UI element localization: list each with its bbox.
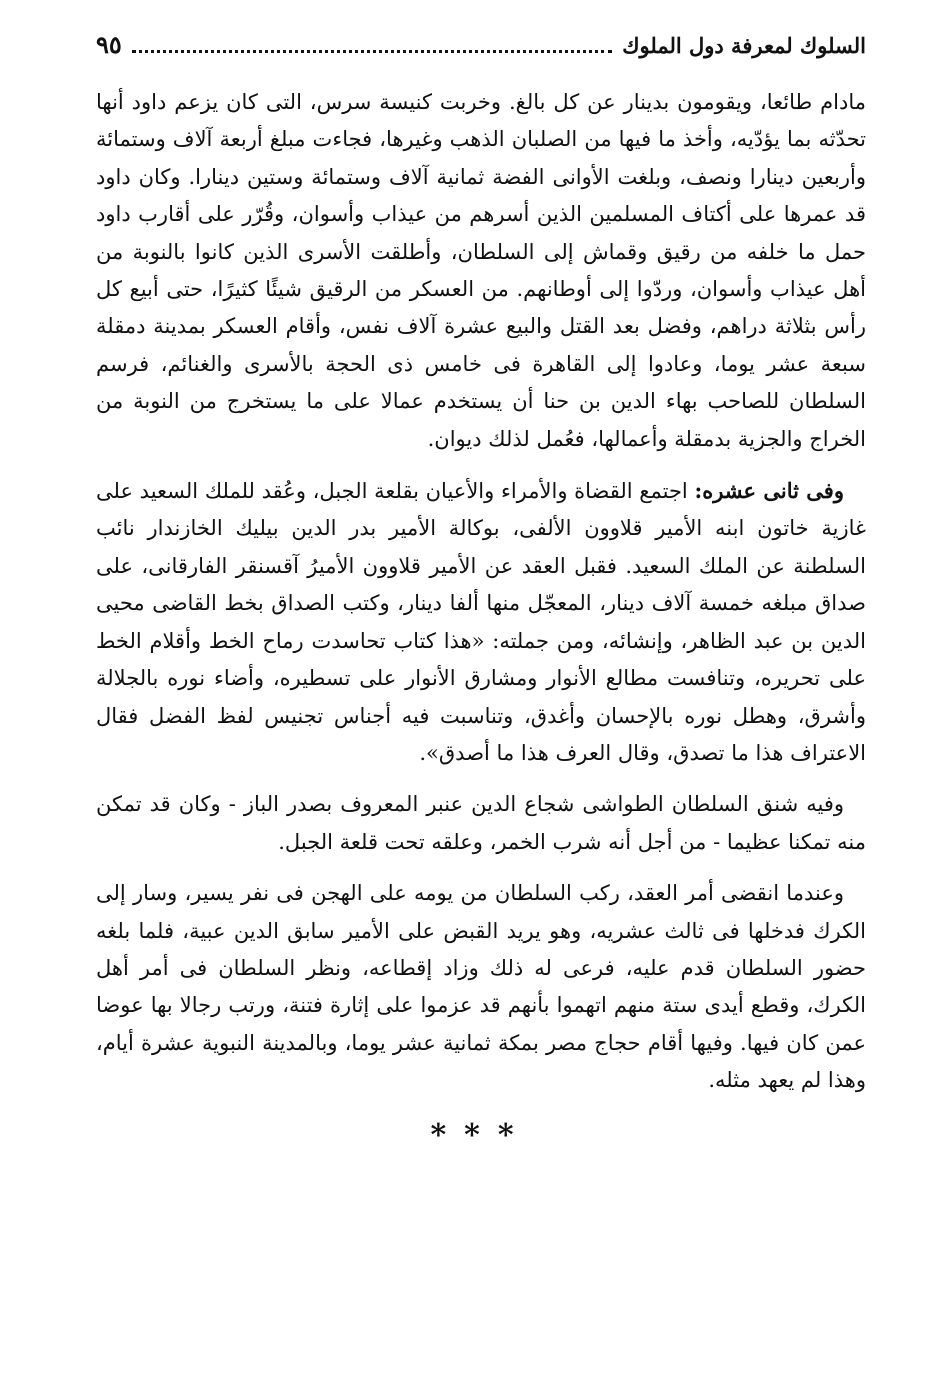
paragraph-text: اجتمع القضاة والأمراء والأعيان بقلعة الجبل، وعُقد للملك السعيد على غازية خاتون ابنه الأمير قلاوون الألفى، بوكالة الأمير بدر الدين بيليك الخازندار نائب السلطنة عن الملك السعيد. فقبل العقد عن الأمير قلاوون الأميرُ آقسنقر الفارقانى، على صداق مبلغه خمسة آلاف دينار، المعجّل منها ألفا دينار، وكتب الصداق بخط القاضى محيى الدين بن عبد الظاهر، وإنشائه، ومن جملته: «هذا كتاب تحاسدت رماح الخط وأقلام الخط على تحريره، وتنافست مطالع الأنوار ومشارق الأنوار على تسطيره، وأضاء نوره بالجلالة وأشرق، وهطل نوره بالإحسان وأغدق، وتناسبت فيه أجناس تجنيس لفظ الفضل فقال الاعتراف هذا ما تصدق، وقال العرف هذا ما أصدق».	[96, 479, 866, 765]
header-dot-leader	[132, 49, 612, 53]
page-number: ٩٥	[96, 30, 122, 59]
paragraph	[96, 472, 866, 772]
paragraph	[96, 875, 866, 1099]
paragraph-text: وعندما انقضى أمر العقد، ركب السلطان من يومه على الهجن فى نفر يسير، وسار إلى الكرك فدخلها فى ثالث عشريه، وهو يريد القبض على الأمير سابق الدين عبية، فلما بلغه حضور السلطان قدم عليه، فرعى له ذلك وزاد إقطاعه، ونظر السلطان فى أمر أهل الكرك، وقطع أيدى ستة منهم اتهموا بأنهم قد عزموا على إثارة فتنة، ورتب رجالا بها عوضا عمن كان فيها. وفيها أقام حجاج مصر بمكة ثمانية عشر يوما، وبالمدينة النبوية عشرة أيام، وهذا لم يعهد مثله.	[96, 881, 866, 1093]
body-text	[96, 84, 866, 1100]
paragraph	[96, 786, 866, 861]
paragraph	[96, 84, 866, 458]
book-title: السلوك لمعرفة دول الملوك	[622, 33, 866, 58]
section-ornament: ***	[430, 1117, 532, 1153]
running-header	[96, 30, 866, 74]
paragraph-text: وفيه شنق السلطان الطواشى شجاع الدين عنبر المعروف بصدر الباز - وكان قد تمكن منه تمكنا عظيما - من أجل أنه شرب الخمر، وعلقه تحت قلعة الجبل.	[96, 792, 866, 854]
paragraph-text: مادام طائعا، ويقومون بدينار عن كل بالغ. وخربت كنيسة سرس، التى كان يزعم داود أنها تحدّثه بما يؤدّيه، وأخذ ما فيها من الصلبان الذهب وغيرها، فجاءت مبلغ أربعة آلاف وستمائة وأربعين دينارا ونصف، وبلغت الأوانى الفضة ثمانية آلاف وستمائة وستين دينارا. وكان داود قد عمرها على أكتاف المسلمين الذين أسرهم من عيذاب وأسوان، وقُرّر على أقارب داود حمل ما خلفه من رقيق وقماش إلى السلطان، وأطلقت الأسرى الذين كانوا بالنوبة من أهل عيذاب وأسوان، وردّوا إلى أوطانهم. من العسكر من الرقيق شيئًا كثيرًا، حتى أبيع كل رأس بثلاثة دراهم، وفضل بعد القتل والبيع عشرة آلاف نفس، وأقام العسكر بمدينة دمقلة سبعة عشر يوما، وعادوا إلى القاهرة فى خامس ذى الحجة بالأسرى والغنائم، فرسم السلطان للصاحب بهاء الدين بن حنا أن يستخدم عمالا على ما يستخرج من النوبة من الخراج والجزية بدمقلة وأعمالها، فعُمل لذلك ديوان.	[96, 90, 866, 451]
document-page	[96, 30, 866, 1153]
paragraph-lead: وفى ثانى عشره:	[694, 478, 844, 504]
